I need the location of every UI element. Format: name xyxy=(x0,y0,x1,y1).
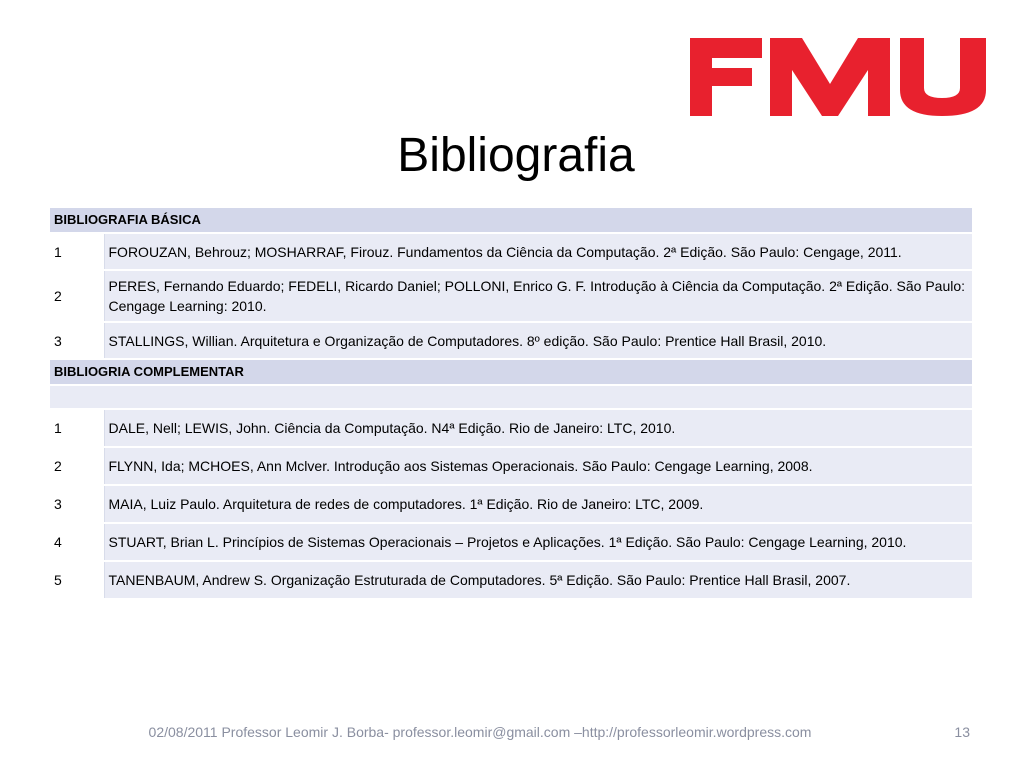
blank-row xyxy=(50,385,972,409)
blank-cell xyxy=(50,385,972,409)
row-number: 3 xyxy=(50,485,104,523)
reference-text: FOROUZAN, Behrouz; MOSHARRAF, Firouz. Fundamentos da Ciência da Computação. 2ª Edição. São Paulo: Cengage, 2011. xyxy=(104,233,972,270)
bibliography-table xyxy=(50,206,972,598)
table-row xyxy=(50,523,972,561)
table-row xyxy=(50,270,972,322)
page-number: 13 xyxy=(954,724,970,740)
table-row xyxy=(50,561,972,598)
row-number: 4 xyxy=(50,523,104,561)
reference-text: STUART, Brian L. Princípios de Sistemas Operacionais – Projetos e Aplicações. 1ª Edição. São Paulo: Cengage Learning, 2010. xyxy=(104,523,972,561)
row-number: 3 xyxy=(50,322,104,359)
table-row xyxy=(50,409,972,447)
reference-text: TANENBAUM, Andrew S. Organização Estruturada de Computadores. 5ª Edição. São Paulo: Prentice Hall Brasil, 2007. xyxy=(104,561,972,598)
table-row xyxy=(50,233,972,270)
row-number: 1 xyxy=(50,233,104,270)
row-number: 2 xyxy=(50,447,104,485)
reference-text: MAIA, Luiz Paulo. Arquitetura de redes de computadores. 1ª Edição. Rio de Janeiro: LTC, 2009. xyxy=(104,485,972,523)
row-number: 2 xyxy=(50,270,104,322)
reference-text: PERES, Fernando Eduardo; FEDELI, Ricardo Daniel; POLLONI, Enrico G. F. Introdução à Ciência da Computação. 2ª Edição. São Paulo: Cengage Learning: 2010. xyxy=(104,270,972,322)
fmu-logo xyxy=(690,38,986,116)
section-title-basic: BIBLIOGRAFIA BÁSICA xyxy=(50,207,972,233)
section-header-basic xyxy=(50,207,972,233)
table-row xyxy=(50,447,972,485)
slide-footer: 02/08/2011 Professor Leomir J. Borba- professor.leomir@gmail.com –http://professorleomir.wordpress.com xyxy=(148,724,812,740)
reference-text: FLYNN, Ida; MCHOES, Ann Mclver. Introdução aos Sistemas Operacionais. São Paulo: Cengage Learning, 2008. xyxy=(104,447,972,485)
slide-title: Bibliografia xyxy=(397,129,635,182)
row-number: 5 xyxy=(50,561,104,598)
reference-text: DALE, Nell; LEWIS, John. Ciência da Computação. N4ª Edição. Rio de Janeiro: LTC, 2010. xyxy=(104,409,972,447)
table-row xyxy=(50,322,972,359)
section-header-complementary xyxy=(50,359,972,385)
reference-text: STALLINGS, Willian. Arquitetura e Organização de Computadores. 8º edição. São Paulo: Prentice Hall Brasil, 2010. xyxy=(104,322,972,359)
table-row xyxy=(50,485,972,523)
row-number: 1 xyxy=(50,409,104,447)
section-title-complementary: BIBLIOGRIA COMPLEMENTAR xyxy=(50,359,972,385)
